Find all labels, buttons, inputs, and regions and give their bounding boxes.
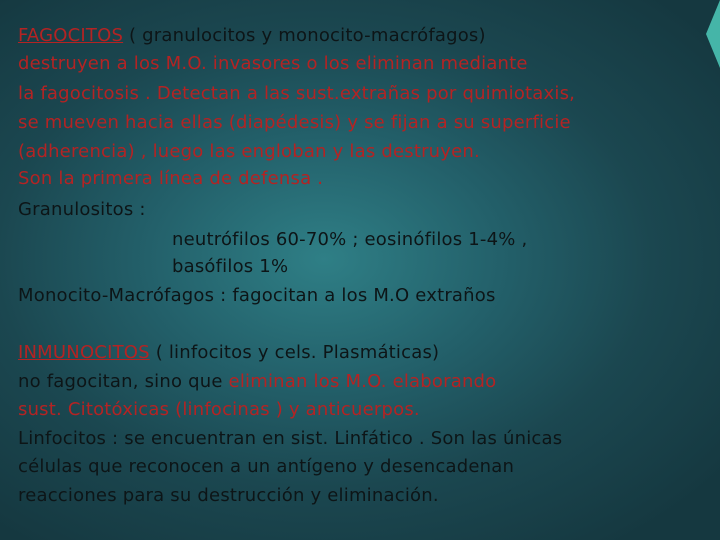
fagocitos-heading-line [18, 25, 486, 47]
inmunocitos-text-line: sust. Citotóxicas (linfocinas ) y anticuerpos. [18, 399, 420, 420]
inmunocitos-heading-line [18, 342, 439, 364]
fagocitos-text-line: Son la primera línea de defensa . [18, 168, 324, 189]
corner-accent-mark [706, 0, 720, 68]
fagocitos-heading: FAGOCITOS [18, 25, 124, 46]
granulositos-label: Granulositos : [18, 199, 146, 220]
granulositos-values-line: basófilos 1% [172, 256, 289, 277]
inmunocitos-text-black: no fagocitan, sino que [18, 371, 229, 392]
inmunocitos-text-line [18, 371, 496, 393]
fagocitos-text-line: (adherencia) , luego las engloban y las destruyen. [18, 141, 480, 162]
fagocitos-heading-rest: ( granulocitos y monocito-macrófagos) [123, 25, 486, 46]
inmunocitos-text-red: eliminan los M.O. elaborando [228, 371, 497, 392]
fagocitos-text-line: la fagocitosis . Detectan a las sust.extrañas por quimiotaxis, [18, 83, 576, 104]
fagocitos-text-line: destruyen a los M.O. invasores o los eliminan mediante [18, 53, 528, 74]
linfocitos-line: reacciones para su destrucción y eliminación. [18, 485, 439, 506]
linfocitos-line: Linfocitos : se encuentran en sist. Linfático . Son las únicas [18, 428, 563, 449]
inmunocitos-heading: INMUNOCITOS [18, 342, 150, 363]
linfocitos-line: células que reconocen a un antígeno y desencadenan [18, 456, 515, 477]
granulositos-values-line: neutrófilos 60-70% ; eosinófilos 1-4% , [172, 229, 528, 250]
inmunocitos-heading-rest: ( linfocitos y cels. Plasmáticas) [149, 342, 440, 363]
monocito-line: Monocito-Macrófagos : fagocitan a los M.O extraños [18, 285, 496, 306]
fagocitos-text-line: se mueven hacia ellas (diapédesis) y se fijan a su superficie [18, 112, 571, 133]
